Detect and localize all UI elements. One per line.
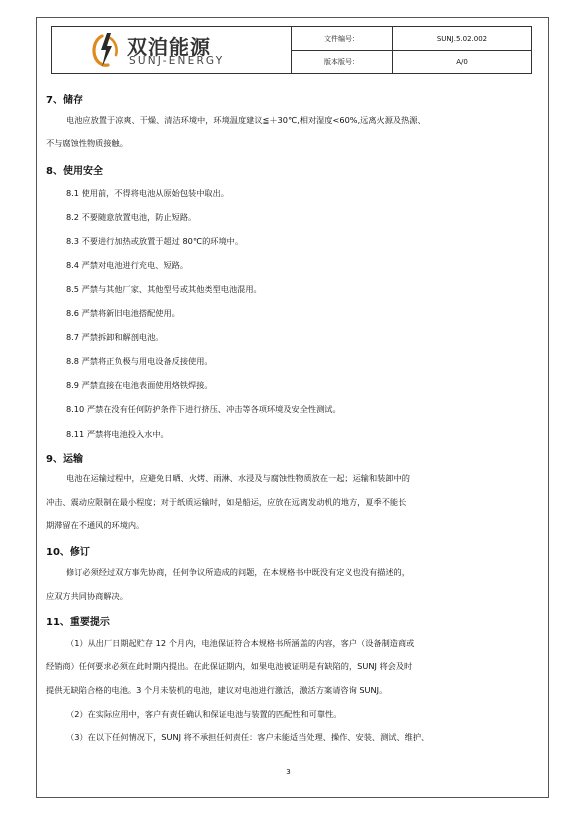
list-item: 8.6 严禁将新旧电池搭配使用。 — [66, 308, 180, 318]
company-logo-icon — [90, 31, 120, 69]
section-title-revision: 10、修订 — [46, 547, 90, 558]
paragraph-line: 修订必须经过双方事先协商，任何争议所造成的问题，在本规格书中既没有定义也没有描述的， — [66, 567, 410, 577]
section-title-storage: 7、储存 — [46, 95, 83, 106]
list-item: 8.2 不要随意放置电池，防止短路。 — [66, 212, 197, 222]
version-row — [291, 50, 531, 73]
list-item: 8.5 严禁与其他厂家、其他型号或其他类型电池混用。 — [66, 284, 262, 294]
doc-number-row — [291, 27, 531, 51]
logo-cell — [52, 27, 292, 73]
paragraph-line: （3）在以下任何情况下，SUNJ 将不承担任何责任：客户未能适当处理、操作、安装、测试、维护、 — [66, 732, 430, 742]
list-item: 8.10 严禁在没有任何防护条件下进行挤压、冲击等各项环境及安全性测试。 — [66, 404, 341, 414]
paragraph-line: （2）在实际应用中，客户有责任确认和保证电池与装置的匹配性和可靠性。 — [66, 709, 342, 719]
version-label: 版本版号： — [291, 50, 393, 73]
section-title-transport: 9、运输 — [46, 454, 83, 465]
paragraph-line: 经销商）任何要求必须在此时期内提出。在此保证期内，如果电池被证明是有缺陷的，SUNJ 将会及时 — [46, 661, 413, 671]
list-item: 8.4 严禁对电池进行充电、短路。 — [66, 260, 189, 270]
header-table — [51, 26, 532, 74]
paragraph-line: 电池在运输过程中，应避免日晒、火烤、雨淋、水浸及与腐蚀性物质放在一起；运输和装卸中的 — [66, 473, 410, 483]
doc-number-value: SUNJ.5.02.002 — [436, 34, 488, 43]
page-number: 3 — [286, 768, 291, 776]
logo-chinese-name: 双洎能源 — [127, 35, 211, 59]
list-item: 8.8 严禁将正负极与用电设备反接使用。 — [66, 356, 213, 366]
paragraph-line: 应双方共同协商解决。 — [46, 591, 128, 601]
section-title-notice: 11、重要提示 — [46, 617, 110, 628]
section-title-safety: 8、使用安全 — [46, 166, 103, 177]
list-item: 8.3 不要进行加热或放置于超过 80℃的环境中。 — [66, 236, 244, 246]
paragraph-line: 不与腐蚀性物质接触。 — [46, 138, 128, 148]
list-item: 8.11 严禁将电池投入水中。 — [66, 429, 169, 439]
paragraph-line: 期滞留在不通风的环境内。 — [46, 520, 145, 530]
paragraph-line: 电池应放置于凉爽、干燥、清洁环境中，环境温度建议≦＋30℃,相对湿度<60%,远离火源及热源、 — [66, 115, 426, 125]
list-item: 8.7 严禁拆卸和解剖电池。 — [66, 332, 164, 342]
paragraph-line: （1）从出厂日期起贮存 12 个月内，电池保证符合本规格书所涵盖的内容，客户（设备制造商或 — [66, 638, 415, 648]
paragraph-line: 提供无缺陷合格的电池。3 个月未装机的电池，建议对电池进行激活，激活方案请咨询 SUNJ。 — [46, 685, 388, 695]
doc-number-label: 文件编号： — [291, 27, 393, 50]
list-item: 8.9 严禁直接在电池表面使用烙铁焊接。 — [66, 380, 213, 390]
paragraph-line: 冲击、震动应限制在最小程度；对于纸质运输时，如是船运，应放在远离发动机的地方，夏季不能长 — [46, 497, 407, 507]
logo-english-name: SUNJ-ENERGY — [129, 55, 225, 67]
list-item: 8.1 使用前，不得将电池从原始包装中取出。 — [66, 188, 229, 198]
version-value: A/0 — [456, 57, 468, 66]
